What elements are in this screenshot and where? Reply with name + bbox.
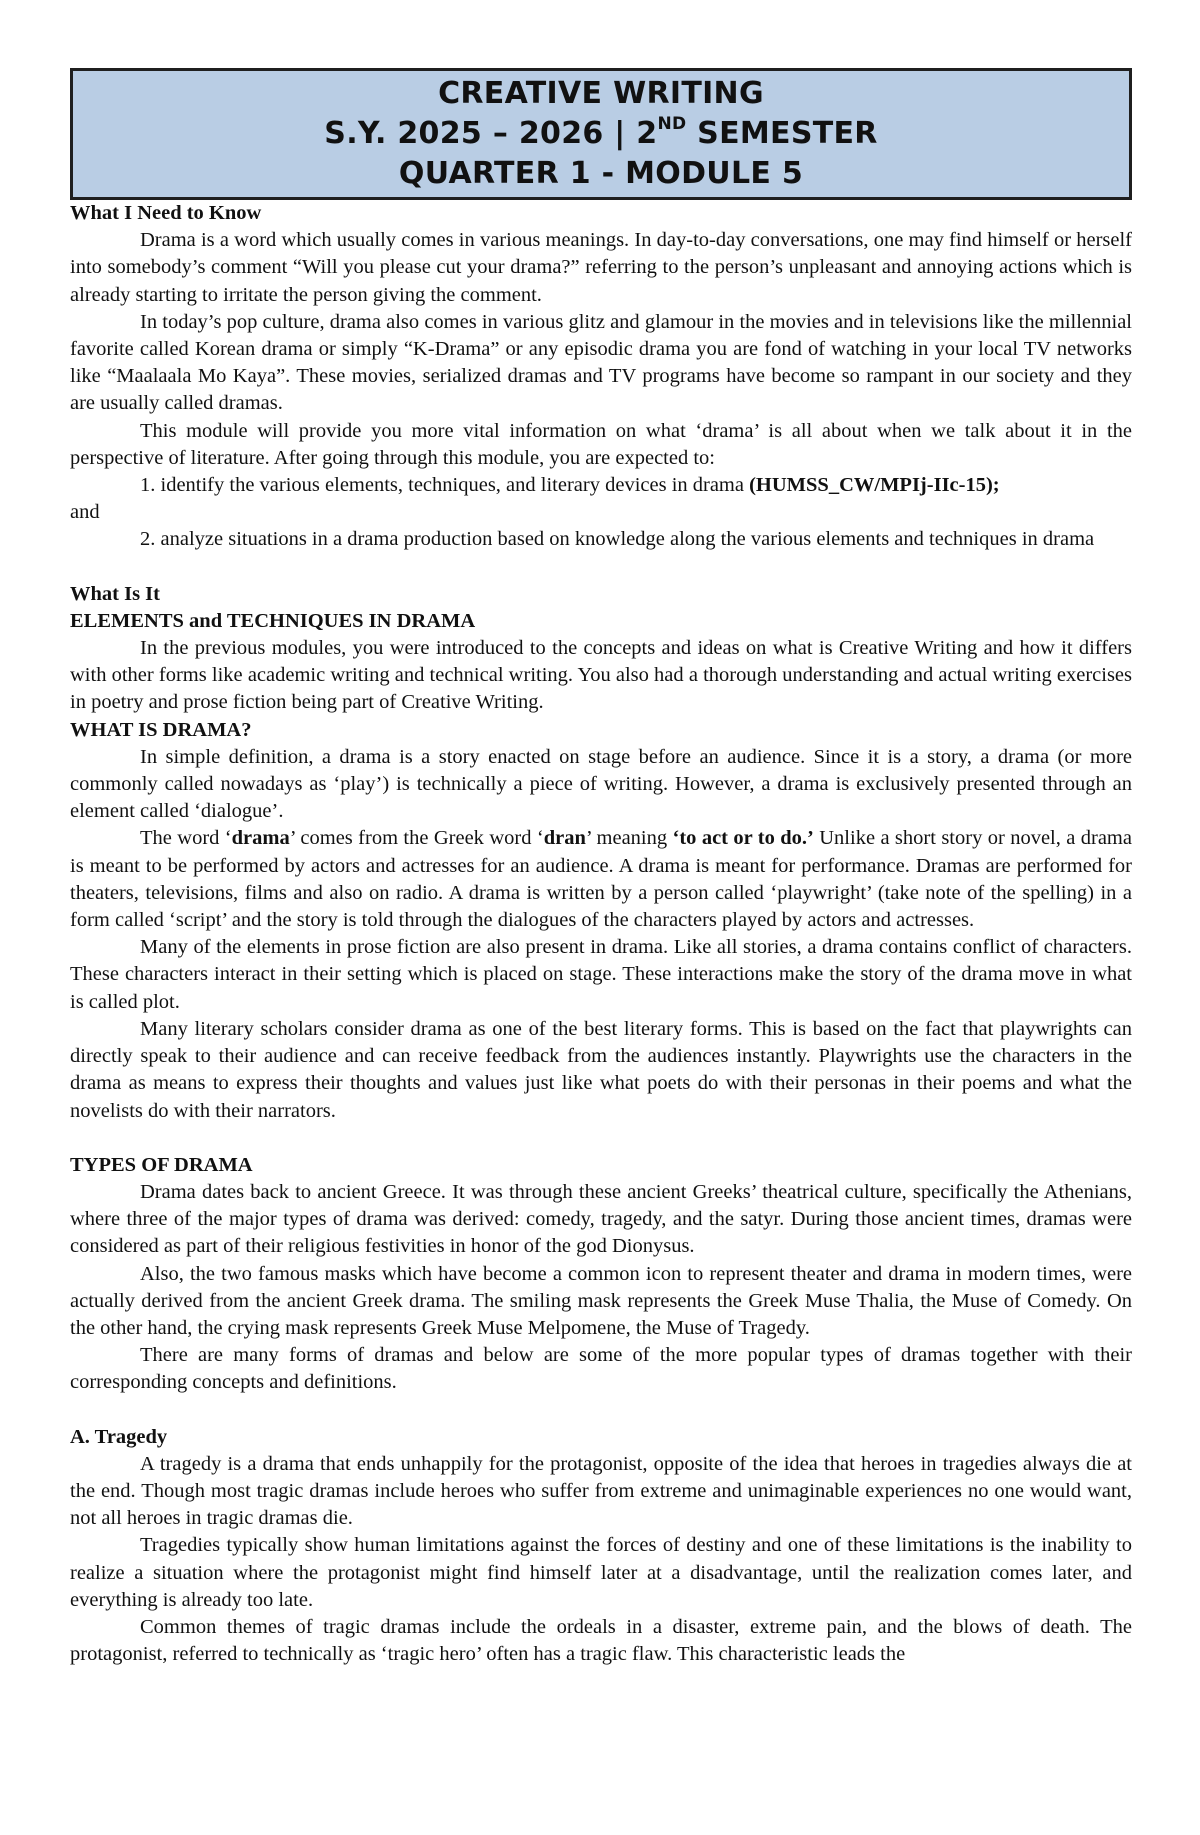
school-year-semester: S.Y. 2025 – 2026 | 2ND SEMESTER (324, 114, 878, 151)
paragraph: A tragedy is a drama that ends unhappily for the protagonist, opposite of the idea that heroes in tragedies always die at the end. Though most tragic dramas include heroes who suffer from extreme and unimaginable experiences no one would want, not all heroes in tragic dramas die. (70, 1452, 1132, 1530)
paragraph: There are many forms of dramas and below are some of the more popular types of dramas together with their corresponding concepts and definitions. (70, 1344, 1132, 1394)
paragraph: Many literary scholars consider drama as one of the best literary forms. This is based on the fact that playwrights can directly speak to their audience and can receive feedback from the audiences instantly. Playwrights use the characters in the drama as means to express their thoughts and values just like what poets do with their personas in their poems and what the novelists do with their narrators. (70, 1017, 1132, 1122)
objective-1: 1. identify the various elements, techniques, and literary devices in drama (HUMSS_CW/MPIj-IIc-15); and (70, 474, 1000, 524)
module-header-banner (70, 68, 1132, 200)
heading-types-of-drama: TYPES OF DRAMA (70, 1153, 253, 1176)
paragraph: Many of the elements in prose fiction are also present in drama. Like all stories, a drama contains conflict of characters. These characters interact in their setting which is placed on stage. These interactions make the story of the drama move in what is called plot. (70, 936, 1132, 1013)
heading-what-i-need-to-know: What I Need to Know (70, 202, 262, 224)
document-page (70, 68, 1132, 1668)
paragraph: Drama is a word which usually comes in various meanings. In day-to-day conversations, one may find himself or herself into somebody’s comment “Will you please cut your drama?” referring to the person’s unpleasant and annoying actions which is already starting to irritate the person giving the comment. (70, 229, 1132, 306)
paragraph: In today’s pop culture, drama also comes in various glitz and glamour in the movies and in televisions like the millennial favorite called Korean drama or simply “K-Drama” or any episodic drama you are fond of watching in your local TV networks like “Maalaala Mo Kaya”. These movies, serialized dramas and TV programs have become so rampant in our society and they are usually called dramas. (70, 310, 1132, 415)
course-title: CREATIVE WRITING (438, 76, 764, 111)
heading-what-is-it: What Is It (70, 582, 160, 605)
paragraph: This module will provide you more vital information on what ‘drama’ is all about when we talk about it in the perspective of literature. After going through this module, you are expected to: (70, 419, 1132, 469)
objective-2: 2. analyze situations in a drama production based on knowledge along the various elements and techniques in drama (140, 528, 1095, 551)
paragraph: In simple definition, a drama is a story enacted on stage before an audience. Since it is a story, a drama (or more commonly called nowadays as ‘play’) is technically a piece of writing. However, a drama is exclusively presented through an element called ‘dialogue’. (70, 745, 1132, 823)
paragraph: In the previous modules, you were introduced to the concepts and ideas on what is Creative Writing and how it differs with other forms like academic writing and technical writing. You also had a thorough understanding and actual writing exercises in poetry and prose fiction being part of Creative Writing. (70, 637, 1132, 714)
paragraph: Tragedies typically show human limitations against the forces of destiny and one of these limitations is the inability to realize a situation where the protagonist might find himself later at a disadvantage, until the realization comes later, and everything is already too late. (70, 1534, 1132, 1611)
heading-elements-techniques: ELEMENTS and TECHNIQUES IN DRAMA (70, 609, 476, 632)
paragraph-etymology: The word ‘drama’ comes from the Greek word ‘dran’ meaning ‘to act or to do.’ Unlike a short story or novel, a drama is meant to be performed by actors and actresses for an audience. A drama is meant for performance. Dramas are performed for theaters, televisions, films and also on radio. A drama is written by a person called ‘playwright’ (take note of the spelling) in a form called ‘script’ and the story is told through the dialogues of the characters played by actors and actresses. (70, 827, 1132, 932)
paragraph: Common themes of tragic dramas include the ordeals in a disaster, extreme pain, and the blows of death. The protagonist, referred to technically as ‘tragic hero’ often has a tragic flaw. This characteristic leads the (70, 1615, 1132, 1666)
heading-what-is-drama: WHAT IS DRAMA? (70, 718, 252, 741)
paragraph: Drama dates back to ancient Greece. It was through these ancient Greeks’ theatrical culture, specifically the Athenians, where three of the major types of drama was derived: comedy, tragedy, and the satyr. During those ancient times, dramas were considered as part of their religious festivities in honor of the god Dionysus. (70, 1180, 1132, 1258)
heading-tragedy: A. Tragedy (70, 1425, 168, 1448)
competency-code: (HUMSS_CW/MPIj-IIc-15); (749, 474, 1000, 497)
quarter-module: QUARTER 1 - MODULE 5 (398, 156, 804, 191)
paragraph: Also, the two famous masks which have become a common icon to represent theater and drama in modern times, were actually derived from the ancient Greek drama. The smiling mask represents the Greek Muse Thalia, the Muse of Comedy. On the other hand, the crying mask represents Greek Muse Melpomene, the Muse of Tragedy. (70, 1262, 1132, 1339)
